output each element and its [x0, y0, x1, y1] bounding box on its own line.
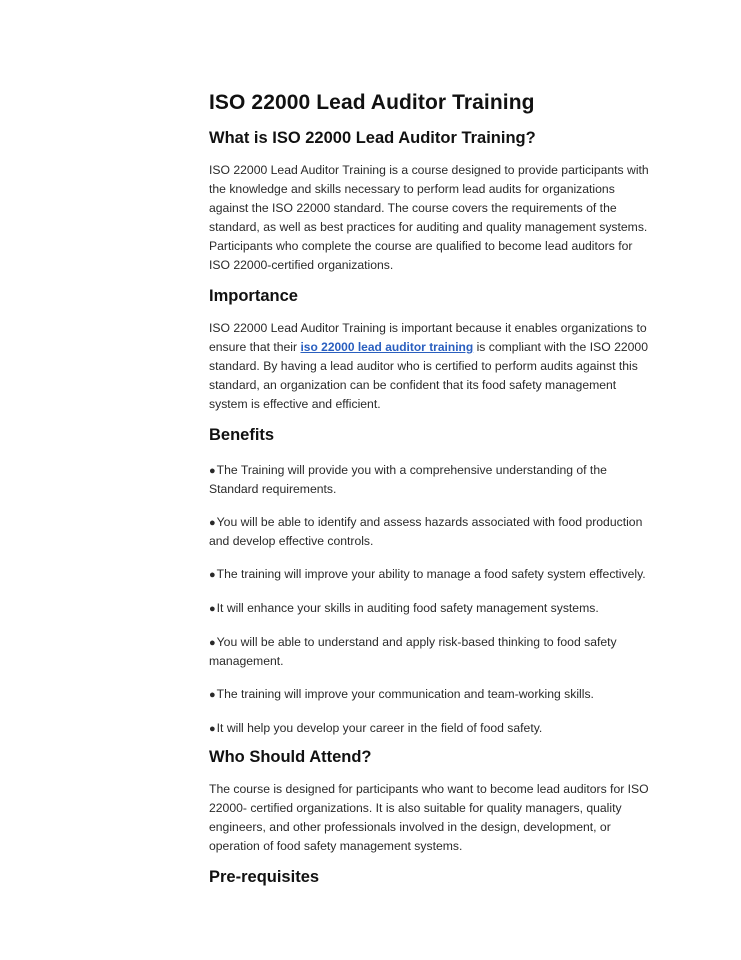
iso-training-link[interactable]: iso 22000 lead auditor training — [300, 340, 474, 354]
heading-who-should-attend: Who Should Attend? — [209, 748, 372, 766]
bullet-icon: ● — [209, 465, 216, 477]
paragraph-who-should-attend: The course is designed for participants who want to become lead auditors for ISO 22000- certified organizations. It is also suitable for quality managers, quality engineers, and other professionals involved in the design, development, or operation of food safety management systems. — [209, 782, 649, 853]
benefit-item: ●You will be able to understand and apply risk-based thinking to food safety management. — [209, 635, 617, 668]
benefit-item: ●The training will improve your ability to manage a food safety system effectively. — [209, 567, 646, 581]
benefits-list — [209, 461, 651, 738]
benefit-item: ●The training will improve your communication and team-working skills. — [209, 687, 594, 701]
bullet-icon: ● — [209, 603, 216, 615]
document-content — [209, 91, 651, 900]
paragraph-what-is: ISO 22000 Lead Auditor Training is a course designed to provide participants with the knowledge and skills necessary to perform lead audits for organizations against the ISO 22000 standard. The course covers the requirements of the standard, as well as best practices for auditing and quality management systems. Participants who complete the course are qualified to become lead auditors for ISO 22000-certified organizations. — [209, 163, 649, 272]
importance-text-after: is compliant with the ISO 22000 standard. By having a lead auditor who is certified to perform audits against this standard, an organization can be confident that its food safety management system is effective and efficient. — [209, 340, 648, 411]
benefit-item: ●You will be able to identify and assess hazards associated with food production and develop effective controls. — [209, 515, 643, 548]
paragraph-importance — [209, 319, 651, 414]
heading-importance: Importance — [209, 287, 298, 305]
bullet-icon: ● — [209, 517, 216, 529]
bullet-icon: ● — [209, 689, 216, 701]
heading-what-is: What is ISO 22000 Lead Auditor Training? — [209, 129, 536, 147]
document-title: ISO 22000 Lead Auditor Training — [209, 91, 535, 114]
heading-benefits: Benefits — [209, 426, 275, 444]
bullet-icon: ● — [209, 569, 216, 581]
heading-prerequisites: Pre-requisites — [209, 868, 320, 886]
benefit-item: ●The Training will provide you with a comprehensive understanding of the Standard requirements. — [209, 463, 607, 496]
benefit-item: ●It will help you develop your career in the field of food safety. — [209, 721, 543, 735]
benefit-item: ●It will enhance your skills in auditing food safety management systems. — [209, 601, 599, 615]
bullet-icon: ● — [209, 637, 216, 649]
importance-text-before: ISO 22000 Lead Auditor Training is important because it enables organizations to ensure that their — [209, 321, 647, 354]
bullet-icon: ● — [209, 723, 216, 735]
